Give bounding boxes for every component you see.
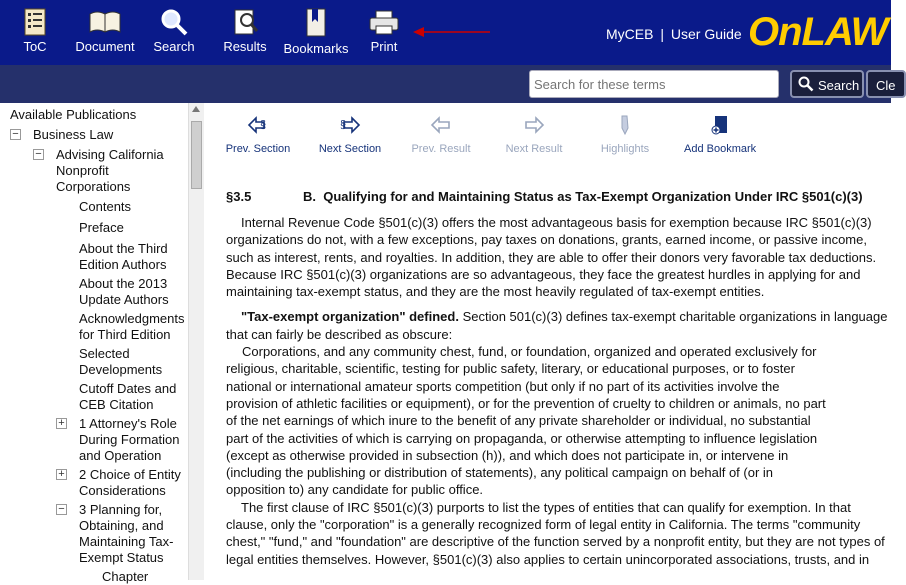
search-bar — [0, 65, 896, 103]
search-icon — [159, 8, 189, 36]
document-content — [226, 188, 891, 568]
sidebar-title: Available Publications — [10, 107, 137, 122]
next-result-label: Next Result — [505, 143, 563, 155]
add-bookmark-button[interactable] — [684, 115, 756, 155]
tree-item-acknowledgments[interactable]: Acknowledgments for Third Edition — [79, 311, 185, 342]
toc-button[interactable] — [14, 6, 56, 61]
document-button[interactable] — [74, 6, 136, 61]
prev-section-button[interactable] — [224, 115, 292, 155]
prev-result-label: Prev. Result — [411, 143, 471, 155]
toc-icon — [22, 8, 48, 36]
tree-item-chapter-2[interactable]: 2 Choice of Entity Considerations — [79, 467, 181, 498]
search-button-label: Search — [818, 78, 860, 93]
tree-item-preface[interactable]: Preface — [79, 220, 124, 235]
tree-item-2013-update-authors[interactable]: About the 2013 Update Authors — [79, 276, 169, 307]
myceb-link[interactable]: MyCEB — [606, 26, 654, 42]
next-result-icon — [522, 115, 546, 135]
print-icon — [367, 8, 401, 36]
collapse-chapter-3[interactable]: − — [56, 504, 67, 515]
link-separator: | — [660, 26, 664, 42]
bookmarks-label: Bookmarks — [283, 41, 349, 56]
next-section-label: Next Section — [318, 143, 382, 155]
collapse-business-law[interactable]: − — [10, 129, 21, 140]
highlights-icon — [613, 115, 637, 135]
tree-item-cutoff-dates[interactable]: Cutoff Dates and CEB Citation — [79, 381, 177, 412]
section-title: B. Qualifying for and Maintaining Status as Tax-Exempt Organization Under IRC §501(c)(3) — [303, 189, 863, 204]
user-guide-link[interactable]: User Guide — [670, 26, 742, 42]
highlights-button[interactable] — [598, 115, 652, 155]
bookmarks-button[interactable] — [282, 6, 350, 61]
paragraph-2 — [226, 308, 891, 343]
scroll-up-arrow-icon[interactable] — [192, 106, 200, 112]
results-label: Results — [223, 39, 267, 54]
search-toolbar-button[interactable] — [150, 6, 198, 61]
tree-item-business-law[interactable]: Business Law — [33, 127, 114, 142]
tree-item-advising-nonprofit[interactable]: Advising California Nonprofit Corporations — [56, 147, 164, 194]
svg-text:§: § — [340, 119, 347, 131]
prev-section-icon — [246, 115, 270, 135]
tree-item-contents[interactable]: Contents — [79, 199, 132, 214]
next-result-button[interactable] — [504, 115, 564, 155]
expand-chapter-1[interactable]: + — [56, 418, 67, 429]
search-label: Search — [153, 39, 195, 54]
clear-button[interactable]: Cle — [866, 70, 906, 98]
search-input[interactable] — [529, 70, 779, 98]
paragraph-1: Internal Revenue Code §501(c)(3) offers the most advantageous basis for exemption because IRC §501(c)(3) organizations do not, with a few exceptions, pay taxes on donations, grants, earned income, or passive income, such as interest, rents, and royalties. In addition, they are able to offer their donors very favorable tax deductions. Because IRC §501(c)(3) organizations are so advantageous, they face the greatest hurdles in applying for and maintaining tax-exempt status, and they are the most heavily regulated of tax-exempt entities. — [226, 215, 877, 300]
search-button[interactable] — [790, 70, 864, 98]
paragraph-3: The first clause of IRC §501(c)(3) purports to list the types of entities that can qualify for exemption. In that clause, only the "corporation" is a generally recognized form of legal entity in California. The terms "community chest," "fund," and "foundation" are descriptive of the function served by a nonprofit entity, but they are not types of legal entities themselves. However, §501(c)(3) also applies to certain unincorporated associations, trusts, and in — [226, 499, 885, 567]
next-section-button[interactable] — [317, 115, 383, 155]
section-number: §3.5 — [226, 189, 252, 204]
bookmarks-icon — [303, 8, 329, 38]
svg-text:§: § — [260, 119, 267, 131]
toc-label: ToC — [23, 39, 47, 54]
document-icon — [88, 8, 122, 36]
document-label: Document — [75, 39, 135, 54]
print-label: Print — [370, 39, 398, 54]
tree-item-chapter-1[interactable]: 1 Attorney's Role During Formation and Operation — [79, 416, 180, 463]
results-icon — [230, 8, 260, 36]
results-button[interactable] — [220, 6, 270, 61]
add-bookmark-label: Add Bookmark — [684, 143, 757, 155]
tree-item-chapter-sub[interactable]: Chapter — [102, 569, 149, 584]
statute-block-quote: Corporations, and any community chest, fund, or foundation, organized and operated exclusively for religious, charitable, scientific, testing for public safety, literary, or educational purposes, or to foster national or international amateur sports competition (but only if no part of its activities involve the provision of athletic facilities or equipment), or for the prevention of cruelty to children or animals, no part of the net earnings of which inure to the benefit of any private shareholder or individual, no substantial part of the activities of which is carrying on propaganda, or otherwise attempting to influence legislation (except as otherwise provided in subsection (h)), and which does not participate in, or intervene in (including the publishing or distribution of statements), any political campaign on behalf of (or in opposition to) any candidate for public office. — [226, 344, 826, 498]
next-section-icon — [338, 115, 362, 135]
main-toolbar — [0, 0, 891, 65]
tree-item-selected-developments[interactable]: Selected Developments — [79, 346, 163, 377]
collapse-advising-nonprofit[interactable]: − — [33, 149, 44, 160]
prev-result-button[interactable] — [410, 115, 472, 155]
highlights-label: Highlights — [600, 143, 650, 155]
prev-section-label: Prev. Section — [225, 143, 291, 155]
magnifier-icon — [798, 76, 814, 92]
account-links — [606, 26, 742, 42]
expand-chapter-2[interactable]: + — [56, 469, 67, 480]
print-button[interactable] — [364, 6, 404, 61]
scrollbar-thumb[interactable] — [191, 121, 202, 189]
defined-term-heading: "Tax-exempt organization" defined. — [241, 309, 459, 325]
tree-item-third-edition-authors[interactable]: About the Third Edition Authors — [79, 241, 168, 272]
annotation-arrow-icon — [412, 26, 492, 38]
prev-result-icon — [429, 115, 453, 135]
tree-item-chapter-3[interactable]: 3 Planning for, Obtaining, and Maintaining Tax- Exempt Status — [79, 502, 174, 565]
sidebar-scrollbar[interactable] — [188, 103, 204, 580]
publications-sidebar — [0, 103, 204, 584]
onlaw-logo: OnLAW — [748, 10, 888, 54]
document-nav — [204, 103, 891, 173]
add-bookmark-icon — [708, 115, 732, 135]
paragraph-2-text: Section 501(c)(3) defines tax-exempt charitable organizations in language that can fairly be described as obscure: — [226, 309, 888, 342]
section-heading — [226, 188, 891, 214]
